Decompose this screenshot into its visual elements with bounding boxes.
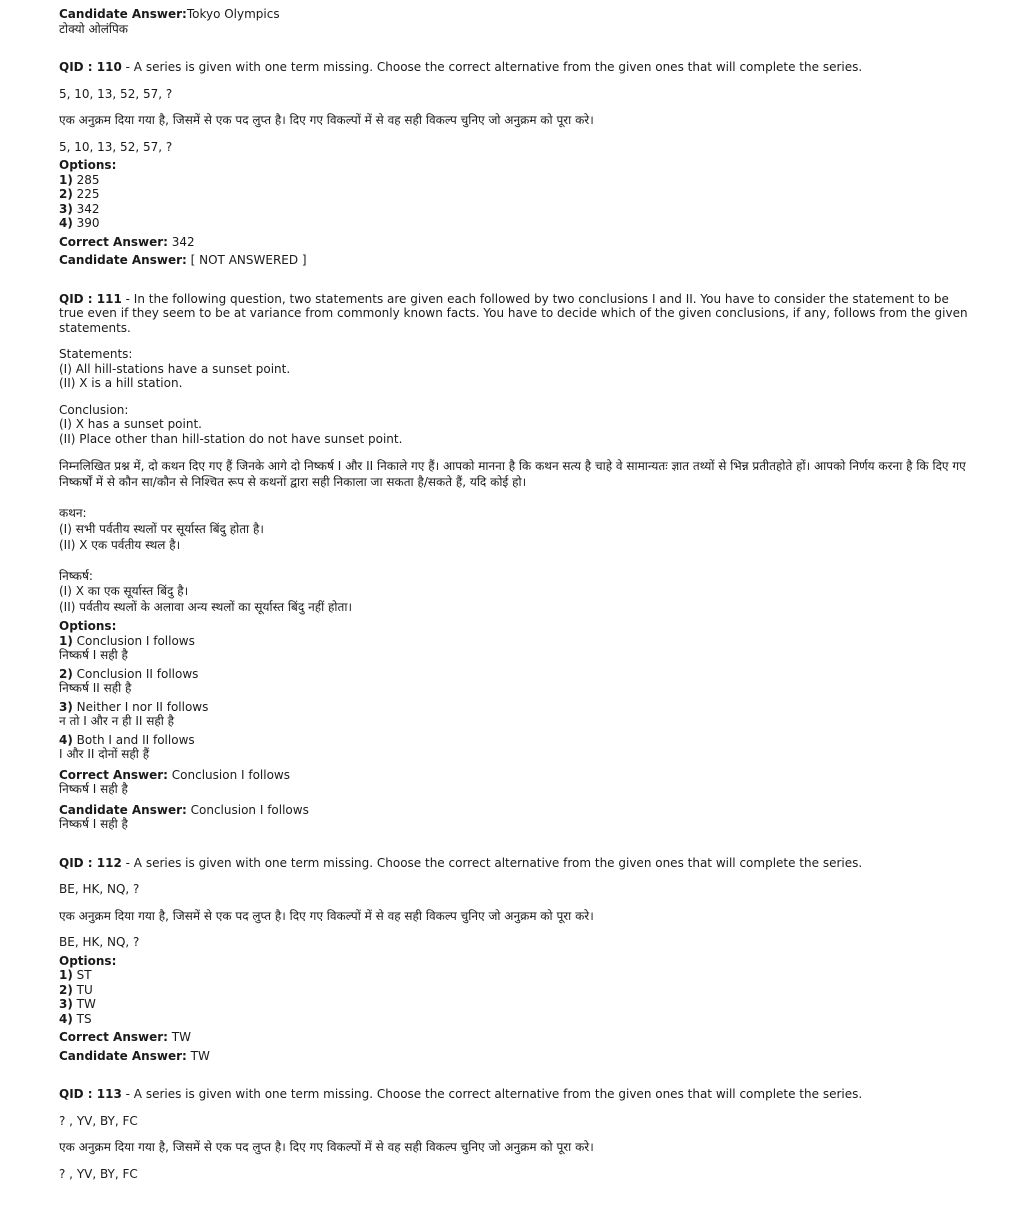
options-label: Options: [59, 953, 117, 968]
option-2: 2) TU [59, 982, 93, 997]
question-text-hindi: एक अनुक्रम दिया गया है, जिसमें से एक पद लुप्त है। दिए गए विकल्पों में से वह सही विकल्प चुनिए जो अनुक्रम को पूरा करे। [59, 908, 594, 923]
series-hindi: BE, HK, NQ, ? [59, 935, 140, 949]
conclusion-2-hindi: (II) पर्वतीय स्थलों के अलावा अन्य स्थलों का सूर्यास्त बिंदु नहीं होता। [59, 600, 353, 614]
option-4: 4) 390 [59, 216, 100, 230]
statement-2: (II) X is a hill station. [59, 376, 183, 390]
option-1: 1) ST [59, 968, 92, 982]
correct-answer: Correct Answer: TW [59, 1030, 191, 1044]
series-en: 5, 10, 13, 52, 57, ? [59, 86, 173, 101]
candidate-answer-label: Candidate Answer: [59, 7, 187, 21]
correct-answer: Correct Answer: Conclusion I follows निष्कर्ष I सही है [59, 767, 290, 796]
series-en: BE, HK, NQ, ? [59, 882, 140, 896]
question-text: QID : 113 - A series is given with one term missing. Choose the correct alternative from the given ones that will complete the series. [59, 1087, 863, 1101]
question-111 [59, 292, 969, 832]
option-3: 3) TW [59, 997, 96, 1011]
prev-candidate-answer [59, 7, 969, 22]
document-page [59, 7, 969, 1181]
question-text-hindi: एक अनुक्रम दिया गया है, जिसमें से एक पद लुप्त है। दिए गए विकल्पों में से वह सही विकल्प चुनिए जो अनुक्रम को पूरा करे। [59, 1140, 594, 1154]
conclusion-1-hindi: (I) X का एक सूर्यास्त बिंदु है। [59, 584, 189, 598]
candidate-answer: Candidate Answer: Conclusion I follows निष्कर्ष I सही है [59, 802, 309, 831]
statement-1: (I) All hill-stations have a sunset point. [59, 361, 291, 376]
option-4: 4) TS [59, 1011, 92, 1026]
series-en: ? , YV, BY, FC [59, 1113, 138, 1128]
qid-label: QID : 112 [59, 855, 122, 870]
statement-1-hindi: (I) सभी पर्वतीय स्थलों पर सूर्यास्त बिंदु होता है। [59, 521, 264, 536]
option-2: 2) 225 [59, 187, 100, 201]
options-label: Options: [59, 619, 117, 633]
question-text-hindi: एक अनुक्रम दिया गया है, जिसमें से एक पद लुप्त है। दिए गए विकल्पों में से वह सही विकल्प चुनिए जो अनुक्रम को पूरा करे। [59, 113, 594, 127]
series-hindi: 5, 10, 13, 52, 57, ? [59, 139, 173, 154]
conclusion-1: (I) X has a sunset point. [59, 417, 202, 431]
qid-label: QID : 111 [59, 291, 122, 306]
question-text: QID : 112 - A series is given with one term missing. Choose the correct alternative from the given ones that will complete the series. [59, 855, 863, 870]
option-3: 3) Neither I nor II follows न तो I और न ही II सही है [59, 699, 209, 728]
statement-2-hindi: (II) X एक पर्वतीय स्थल है। [59, 537, 181, 552]
correct-answer: Correct Answer: 342 [59, 234, 195, 249]
conclusion-label: Conclusion: [59, 402, 129, 417]
conclusion-label-hindi: निष्कर्ष: [59, 568, 93, 583]
statements-label: Statements: [59, 347, 133, 361]
question-text: QID : 110 - A series is given with one term missing. Choose the correct alternative from the given ones that will complete the series. [59, 60, 863, 74]
question-text-hindi: निम्नलिखित प्रश्न में, दो कथन दिए गए हैं जिनके आगे दो निष्कर्ष I और II निकाले गए हैं। आपको मानना है कि कथन सत्य है चाहे वे सामान्यतः ज्ञात तथ्यों से भिन्न प्रतीतहोते हों। आपको निर्णय करना है कि दिए गए निष्कर्षों में से कौन सा/कौन से निश्चित रूप से कथनों द्वारा सही निकाला जा सकता है/सकते हैं, यदि कोई हो। [59, 459, 966, 489]
question-text: QID : 111 - In the following question, two statements are given each followed by two conclusions I and II. You have to consider the statement to be true even if they seem to be at variance from commonly known facts. You have to decide which of the given conclusions, if any, follows from the given statements. [59, 291, 968, 335]
series-hindi: ? , YV, BY, FC [59, 1166, 138, 1181]
candidate-answer: Candidate Answer: TW [59, 1048, 210, 1063]
candidate-answer: Candidate Answer: [ NOT ANSWERED ] [59, 253, 307, 267]
question-110 [59, 60, 969, 268]
option-2: 2) Conclusion II follows निष्कर्ष II सही है [59, 666, 199, 695]
options-label: Options: [59, 158, 117, 172]
qid-label: QID : 110 [59, 60, 122, 74]
option-4: 4) Both I and II follows I और II दोनों सही हैं [59, 732, 195, 761]
statements-label-hindi: कथन: [59, 506, 87, 520]
option-1: 1) Conclusion I follows निष्कर्ष I सही है [59, 633, 195, 662]
prev-candidate-answer-hindi: टोक्यो ओलंपिक [59, 21, 129, 36]
question-113 [59, 1087, 969, 1181]
candidate-answer-value: Tokyo Olympics [186, 7, 280, 21]
question-112 [59, 856, 969, 1064]
qid-label: QID : 113 [59, 1087, 122, 1101]
option-3: 3) 342 [59, 201, 100, 216]
option-1: 1) 285 [59, 172, 100, 187]
conclusion-2: (II) Place other than hill-station do not have sunset point. [59, 431, 403, 446]
